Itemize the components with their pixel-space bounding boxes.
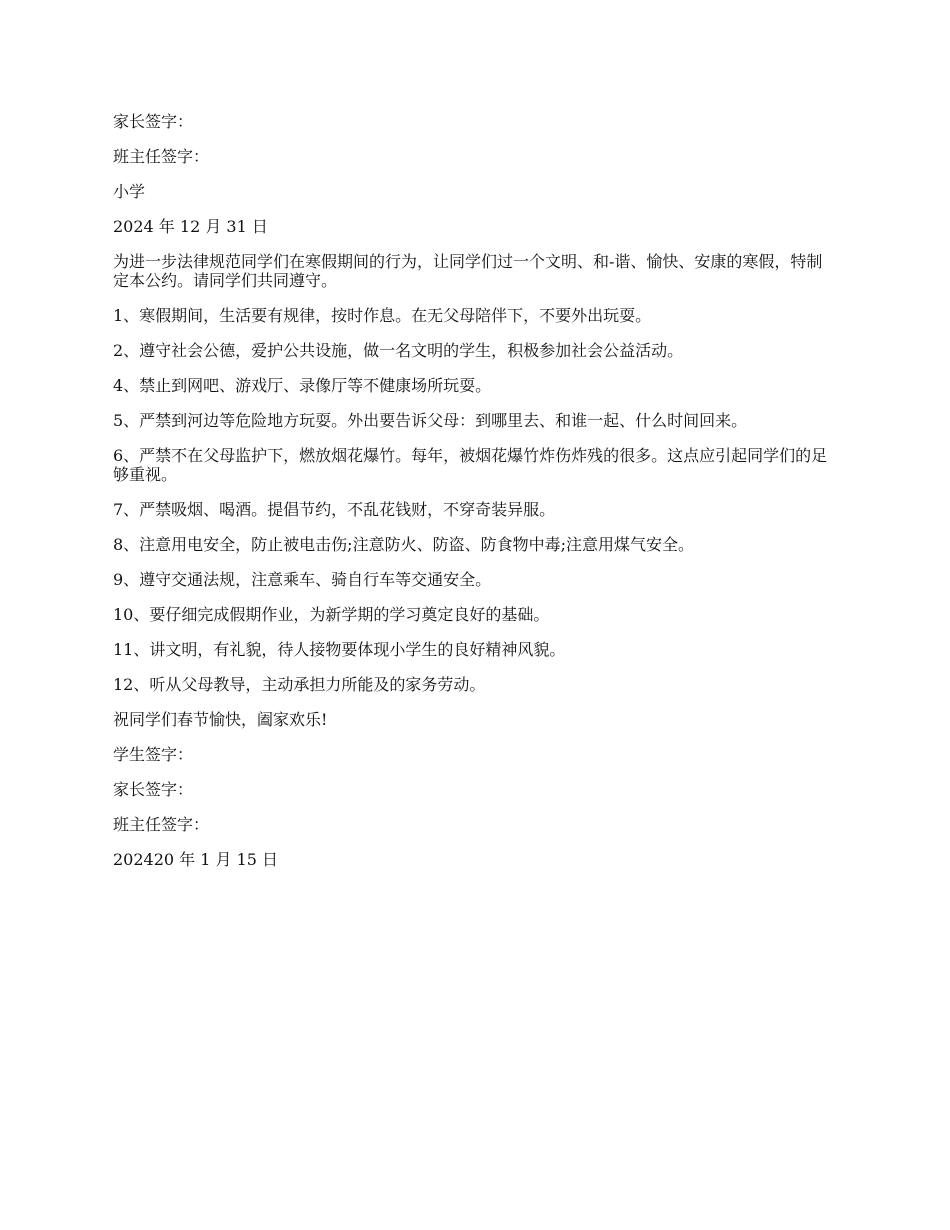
school-name: 小学: [113, 182, 146, 201]
head-teacher-signature-line: 班主任签字：: [113, 815, 210, 834]
intro-paragraph: 为进一步法律规范同学们在寒假期间的行为，让同学们过一个文明、和-谐、愉快、安康的寒假，特制定本公约。请同学们共同遵守。: [113, 252, 823, 290]
rule-item: 10、要仔细完成假期作业，为新学期的学习奠定良好的基础。: [113, 605, 550, 624]
parent-signature-line-top: 家长签字：: [113, 112, 194, 131]
document-page: [113, 112, 838, 885]
rule-item: 7、严禁吸烟、喝酒。提倡节约，不乱花钱财，不穿奇装异服。: [113, 500, 556, 519]
parent-signature-line: 家长签字：: [113, 780, 194, 799]
rule-item: 4、禁止到网吧、游戏厅、录像厅等不健康场所玩耍。: [113, 376, 492, 395]
rule-item: 12、听从父母教导，主动承担力所能及的家务劳动。: [113, 675, 486, 694]
rule-item: 2、遵守社会公德，爱护公共设施，做一名文明的学生，积极参加社会公益活动。: [113, 341, 684, 360]
rule-item: 5、严禁到河边等危险地方玩耍。外出要告诉父母：到哪里去、和谁一起、什么时间回来。: [113, 411, 748, 430]
rule-item: 1、寒假期间，生活要有规律，按时作息。在无父母陪伴下，不要外出玩耍。: [113, 306, 652, 325]
rule-item: 8、注意用电安全，防止被电击伤;注意防火、防盗、防食物中毒;注意用煤气安全。: [113, 535, 694, 554]
date-top: 2024 年 12 月 31 日: [113, 217, 268, 236]
rule-item: 11、讲文明，有礼貌，待人接物要体现小学生的良好精神风貌。: [113, 640, 566, 659]
rule-item: 6、严禁不在父母监护下，燃放烟花爆竹。每年，被烟花爆竹炸伤炸残的很多。这点应引起同学们的足够重视。: [113, 446, 828, 484]
date-bottom: 202420 年 1 月 15 日: [113, 850, 279, 869]
rule-item: 9、遵守交通法规，注意乘车、骑自行车等交通安全。: [113, 570, 492, 589]
student-signature-line: 学生签字：: [113, 745, 194, 764]
closing-greeting: 祝同学们春节愉快，阖家欢乐!: [113, 710, 328, 729]
head-teacher-signature-line-top: 班主任签字：: [113, 147, 210, 166]
